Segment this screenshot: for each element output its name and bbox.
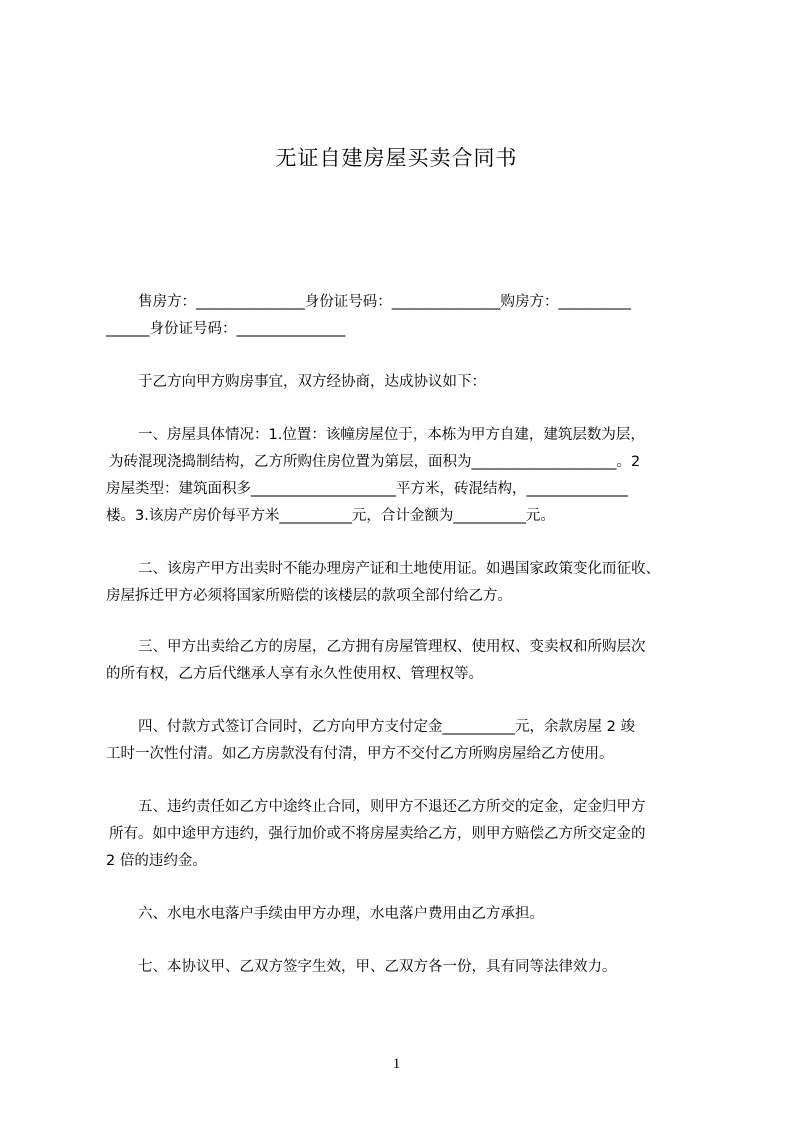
clause-3-line-2: 的所有权，乙方后代继承人享有永久性使用权、管理权等。 [106,666,483,682]
parties-line-1: 售房方：_______________身份证号码：_______________购房方：__________ [138,294,631,310]
clause-1-line-1: 一、房屋具体情况：1.位置：该幢房屋位于，本栋为甲方自建，建筑层数为层， [138,427,645,443]
clause-4-line-1: 四、付款方式签订合同时，乙方向甲方支付定金__________元，余款房屋 2 竣 [138,719,635,735]
parties-line-2: ______身份证号码：_______________ [106,321,346,337]
clause-2-line-1: 二、该房产甲方出卖时不能办理房产证和土地使用证。如遇国家政策变化而征收、 [138,561,660,577]
clause-1-line-3: 房屋类型：建筑面积多____________________平方米，砖混结构，______________ [106,481,628,497]
clause-5-line-1: 五、违约责任如乙方中途终止合同，则甲方不退还乙方所交的定金，定金归甲方 [138,799,646,815]
clause-1-line-4: 楼。3.该房产房价每平方米__________元，合计金额为__________元。 [106,508,555,524]
clause-3-line-1: 三、甲方出卖给乙方的房屋，乙方拥有房屋管理权、使用权、变卖权和所购层次 [138,639,646,655]
clause-5-line-2: 所有。如中途甲方违约，强行加价或不将房屋卖给乙方，则甲方赔偿乙方所交定金的 [109,826,646,842]
clause-5-line-3: 2 倍的违约金。 [106,853,207,869]
page-number: 1 [392,1056,401,1072]
intro-paragraph: 于乙方向甲方购房事宜，双方经协商，达成协议如下： [138,374,486,390]
clause-7: 七、本协议甲、乙双方签字生效，甲、乙双方各一份，具有同等法律效力。 [138,959,617,975]
document-title: 无证自建房屋买卖合同书 [275,146,518,170]
clause-1-line-2: 为砖混现浇捣制结构，乙方所购住房位置为第层，面积为____________________。2 [109,454,641,470]
clause-6: 六、水电水电落户手续由甲方办理，水电落户费用由乙方承担。 [138,906,544,922]
clause-2-line-2: 房屋拆迁甲方必须将国家所赔偿的该楼层的款项全部付给乙方。 [106,588,512,604]
clause-4-line-2: 工时一次性付清。如乙方房款没有付清，甲方不交付乙方所购房屋给乙方使用。 [106,746,614,762]
